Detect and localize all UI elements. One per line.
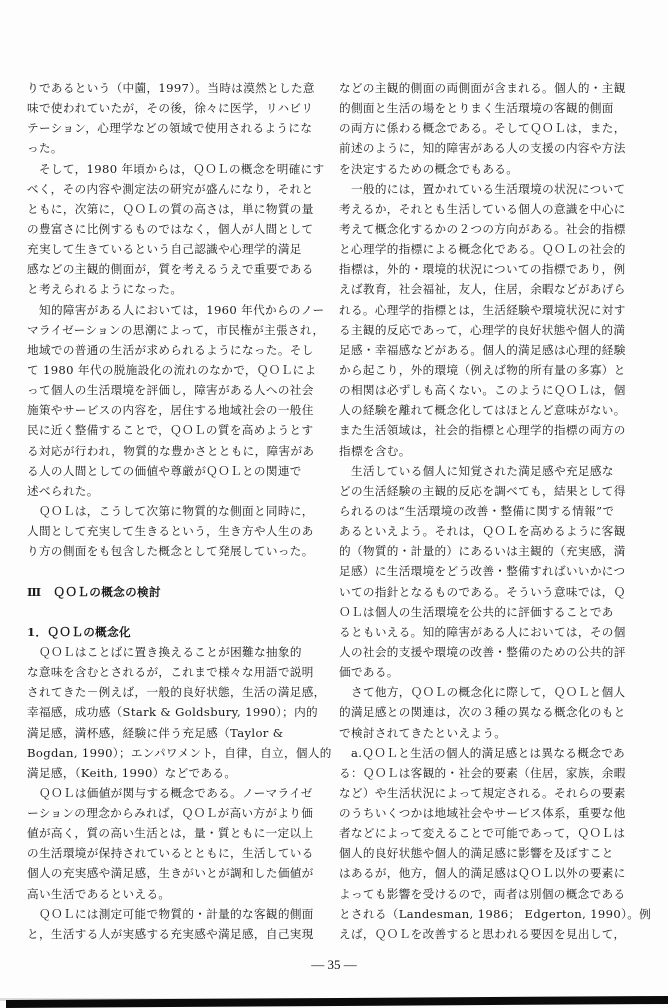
text-line: な意味を含むとされるが，これまで様々な用語で説明 [27,665,314,680]
text-line: いての指針となるものである。そういう意味では，Ｑ [339,584,626,599]
text-line: べく，その内容や測定法の研究が盛んになり，それと [27,181,314,196]
text-line: ーションの理念からみれば，ＱＯＬが高い方がより価 [27,806,314,821]
text-line: りであるという（中薗，1997）。当時は漠然とした意 [27,81,315,95]
right-column [339,78,652,944]
text-line: ＱＯＬは，こうして次第に物質的な側面と同時に， [39,503,314,518]
text-line: 考えるか，それとも生活している個人の意識を中心に [339,201,626,216]
text-line: 人の社会的支援や環境の改善・整備のための公共的評 [339,644,626,659]
text-line: から起こり，外的環境（例えば物的所有量の多寡）と [339,362,626,377]
text-line: った。 [27,141,63,156]
blank-line [27,602,323,622]
text-line: るともいえる。知的障害がある人においては，その個 [339,624,626,639]
text-line: 的（物質的・計量的）にあるいは主観的（充実感，満 [339,544,626,559]
text-line: て 1980 年代の脱施設化の流れのなかで，ＱＯＬによ [27,362,317,377]
page-number: — 35 — [311,957,357,972]
text-line: の相関は必ずしも高くない。このようにＱＯＬは，個 [339,383,626,398]
text-line: る主観的反応であって，心理学的良好状態や個人的満 [339,322,626,337]
text-line: 味で使われていたが，その後，徐々に医学，リハビリ [27,101,314,116]
text-line: 生活している個人に知覚された満足感や充足感な [351,463,614,478]
text-line: ともに，次第に，ＱＯＬの質の高さは，単に物質の量 [27,201,314,216]
text-line: と考えられるようになった。 [27,282,183,297]
section-heading: 1．ＱＯＬの概念化 [27,624,131,639]
text-line: 一般的には，置かれている生活環境の状況について [351,181,626,196]
text-line: などの主観的側面の両側面が含まれる。個人的・主観 [339,81,626,95]
text-line: のうちいくつかは地域社会やサービス体系，重要な他 [339,806,626,821]
text-line: る人の人間としての価値や尊厳がＱＯＬとの関連で [27,463,302,478]
text-line: の生活環境が保持されているとともに，生活している [27,846,314,861]
text-line: 地域での普通の生活が求められるようになった。そし [27,342,314,357]
text-line: の両方に係わる概念である。そしてＱＯＬは，また， [339,121,626,136]
blank-line [27,561,323,581]
text-line: されてきた－例えば，一般的良好状態，生活の満足感， [27,685,326,700]
text-line: る対応が行われ，物質的な豊かさとともに，障害があ [27,443,315,458]
text-line: Bogdan, 1990）；エンパワメント，自律，自立，個人的 [27,745,332,760]
text-line: a.ＱＯＬと生活の個人的満足感とは異なる概念であ [351,745,626,760]
text-line: など）や生活状況によって規定される。それらの要素 [339,785,626,800]
text-line: そして，1980 年頃からは，ＱＯＬの概念を明確にす [39,161,325,176]
text-line: 的満足感との関連は，次の３種の異なる概念化のもと [339,705,626,720]
text-line: と，生活する人が実感する充実感や満足感，自己実現 [27,926,314,941]
text-line: えば，ＱＯＬを改善すると思われる要因を見出して， [339,926,626,941]
text-line: マライゼーションの思潮によって，市民権が主張され， [27,322,325,337]
text-line: 幸福感，成功感（Stark & Goldsbury, 1990）；内的 [27,705,318,720]
text-line: の豊富さに比例するものではなく，個人が人間として [27,221,314,236]
text-line: どの生活経験の主観的反応を調べても，結果として得 [339,483,626,498]
text-line: ＱＯＬはことばに置き換えることが困難な抽象的 [39,644,302,659]
text-line: 足感・幸福感などがある。個人的満足感は心理的経験 [339,342,626,357]
text-line: 民に近く整備することで，ＱＯＬの質を高めようとす [27,423,314,438]
text-line: られるのは“生活環境の改善・整備に関する情報”で [339,503,615,518]
left-column [27,78,332,944]
text-line: 価である。 [339,665,399,680]
text-line: 者などによって変えることで可能であって，ＱＯＬは [339,826,626,841]
text-line: 施策やサービスの内容を，居住する地域社会の一般住 [27,403,314,418]
text-line: 的側面と生活の場をとりまく生活環境の客観的側面 [339,101,614,116]
text-line: よっても影響を受けるので，両者は別個の概念である [339,886,626,901]
text-line: 足感）に生活環境をどう改善・整備すればいいかにつ [339,564,626,579]
text-line: 指標を含む。 [339,443,411,458]
text-line: 感などの主観的側面が，質を考えるうえで重要である [27,262,314,277]
text-line: 高い生活であるといえる。 [27,886,171,901]
text-line: と心理学的指標による概念化である。ＱＯＬの社会的 [339,242,626,257]
text-line: 個人的良好状態や個人的満足感に影響を及ぼすこと [339,846,614,861]
text-line: さて他方，ＱＯＬの概念化に際して，ＱＯＬと個人 [351,685,626,700]
text-line: る：ＱＯＬは客観的・社会的要素（住居，家族，余暇 [339,765,626,780]
text-line: 知的障害がある人においては，1960 年代からのノー [39,302,325,317]
section-heading: Ⅲ ＱＯＬの概念の検討 [27,584,161,599]
text-line: 個人の充実感や満足感，生きがいとが調和した価値が [27,866,314,881]
text-line: とされる（Landesman, 1986； Edgerton, 1990）。例 [339,906,652,921]
text-line: 充実して生きているという自己認識や心理学的満足 [27,242,302,257]
text-line: テーション，心理学などの領域で使用されるようにな [27,121,313,136]
text-line: あるといえよう。それは，ＱＯＬを高めるように客観 [339,524,626,539]
text-line: れる。心理学的指標とは，生活経験や環境状況に対す [339,302,626,317]
text-line: 満足感，（Keith, 1990）などである。 [27,765,237,780]
text-line: で検討されてきたといえよう。 [339,725,507,740]
text-line: 考えて概念化するかの２つの方向がある。社会的指標 [339,221,626,236]
text-line: 指標は，外的・環境的状況についての指標であり，例 [339,262,626,277]
text-line: 人間として充実して生きるという，生き方や人生のあ [27,524,314,539]
text-line: 値が高く，質の高い生活とは，量・質ともに一定以上 [27,826,314,841]
text-line: ＯＬは個人の生活環境を公共的に評価することであ [339,604,614,619]
text-line: はあるが，他方，個人的満足感はＱＯＬ以外の要素に [339,866,626,881]
text-line: えば教育，社会福祉，友人，住居，余暇などがあげら [339,282,626,297]
text-line: 述べられた。 [27,483,99,498]
text-line: ＱＯＬは価値が関与する概念である。ノーマライゼ [39,785,313,800]
text-line: 満足感，満杯感，経験に伴う充足感（Taylor & [27,725,284,740]
text-line: 人の経験を離れて概念化してはほとんど意味がない。 [339,403,626,418]
text-line: って個人の生活環境を評価し，障害がある人への社会 [27,383,314,398]
text-line: 前述のように，知的障害がある人の支援の内容や方法 [339,141,626,156]
text-line: を決定するための概念でもある。 [339,161,519,176]
text-line: り方の側面をも包含した概念として発展していった。 [27,544,314,559]
text-line: また生活領域は，社会的指標と心理学的指標の両方の [339,423,626,438]
text-line: ＱＯＬには測定可能で物質的・計量的な客観的側面 [39,906,314,921]
